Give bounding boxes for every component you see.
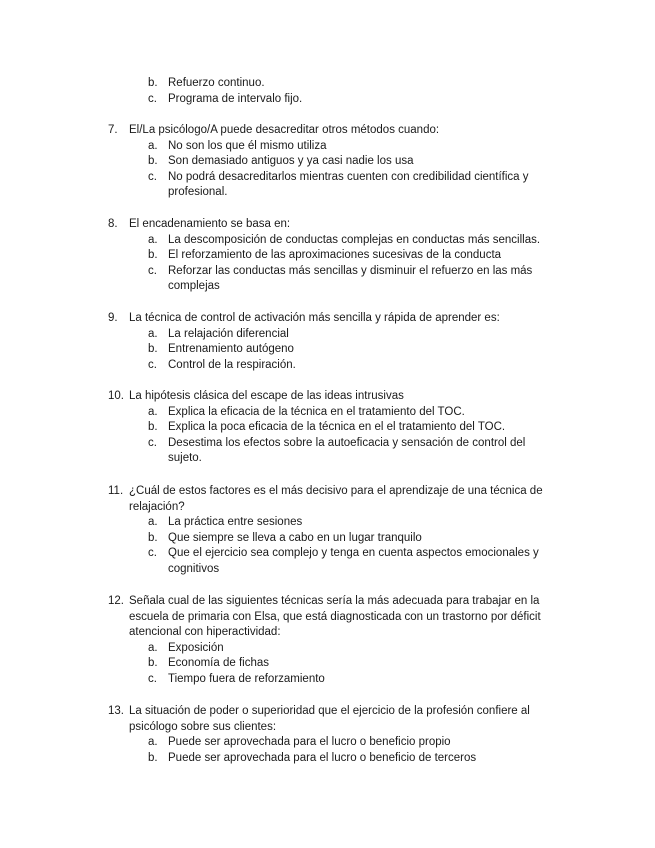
option-letter: a. bbox=[148, 139, 158, 152]
question-text: La hipótesis clásica del escape de las ideas intrusivas bbox=[129, 390, 404, 402]
option-text: Puede ser aprovechada para el lucro o beneficio propio bbox=[168, 736, 451, 748]
option-letter: b. bbox=[148, 421, 158, 433]
option-c bbox=[0, 546, 655, 577]
option-letter: a. bbox=[148, 641, 158, 654]
option-text: El reforzamiento de las aproximaciones sucesivas de la conducta bbox=[168, 249, 502, 261]
option-c bbox=[0, 264, 655, 295]
question-text-continued: relajación? bbox=[129, 500, 185, 513]
option-letter: c. bbox=[148, 170, 157, 183]
option-letter: c. bbox=[148, 92, 157, 105]
option-text: Desestima los efectos sobre la autoeficacia y sensación de control del sujeto. bbox=[168, 436, 526, 464]
option-text: Explica la poca eficacia de la técnica en el el tratamiento del TOC. bbox=[168, 421, 506, 433]
question-number: 13. bbox=[108, 705, 124, 717]
option-text: Control de la respiración. bbox=[168, 358, 296, 371]
option-letter: b. bbox=[148, 751, 158, 764]
option-text: La descomposición de conductas complejas en conductas más sencillas. bbox=[168, 233, 541, 246]
option-text: La relajación diferencial bbox=[168, 327, 289, 340]
option-letter: b. bbox=[148, 531, 158, 544]
option-b bbox=[0, 420, 655, 436]
option-letter: b. bbox=[148, 657, 158, 669]
option-text: Reforzar las conductas más sencillas y disminuir el refuerzo en las más complejas bbox=[168, 264, 533, 292]
question-text: La técnica de control de activación más sencilla y rápida de aprender es: bbox=[129, 312, 500, 324]
option-letter: c. bbox=[148, 672, 157, 685]
option-b bbox=[0, 342, 655, 358]
option-text: La práctica entre sesiones bbox=[168, 516, 303, 528]
option-b bbox=[0, 248, 655, 264]
option-letter: c. bbox=[148, 547, 157, 559]
option-a bbox=[0, 233, 655, 249]
option-letter: b. bbox=[148, 77, 158, 89]
option-text: No son los que él mismo utiliza bbox=[168, 139, 327, 152]
option-a bbox=[0, 405, 655, 421]
question-text: El/La psicólogo/A puede desacreditar otros métodos cuando: bbox=[129, 124, 440, 136]
question-text: La situación de poder o superioridad que el ejercicio de la profesión confiere al bbox=[129, 705, 530, 717]
option-letter: a. bbox=[148, 327, 158, 340]
option-c bbox=[0, 170, 655, 201]
option-letter: c. bbox=[148, 264, 157, 277]
option-c bbox=[0, 436, 655, 467]
option-text: Exposición bbox=[168, 641, 224, 654]
question-text-continued: psicólogo sobre sus clientes: bbox=[129, 720, 277, 733]
option-b bbox=[0, 76, 655, 92]
option-b bbox=[0, 751, 655, 767]
option-b bbox=[0, 531, 655, 547]
option-b bbox=[0, 154, 655, 170]
option-letter: a. bbox=[148, 516, 158, 528]
question-10 bbox=[0, 389, 655, 467]
question-text: ¿Cuál de estos factores es el más decisivo para el aprendizaje de una técnica de bbox=[129, 485, 543, 497]
option-c bbox=[0, 672, 655, 688]
option-text: Que el ejercicio sea complejo y tenga en cuenta aspectos emocionales y cognitivos bbox=[168, 547, 539, 575]
option-text: Explica la eficacia de la técnica en el tratamiento del TOC. bbox=[168, 405, 465, 418]
question-11 bbox=[0, 484, 655, 577]
option-c bbox=[0, 358, 655, 374]
question-number: 12. bbox=[108, 595, 124, 607]
question-number: 8. bbox=[108, 218, 118, 230]
question-number: 9. bbox=[108, 312, 118, 324]
question-6-continuation bbox=[0, 76, 655, 107]
option-letter: b. bbox=[148, 249, 158, 261]
option-letter: a. bbox=[148, 233, 158, 246]
option-b bbox=[0, 656, 655, 672]
option-a bbox=[0, 515, 655, 531]
question-9 bbox=[0, 311, 655, 373]
question-7 bbox=[0, 123, 655, 201]
option-text: Que siempre se lleva a cabo en un lugar tranquilo bbox=[168, 531, 422, 544]
question-13 bbox=[0, 704, 655, 766]
question-text: El encadenamiento se basa en: bbox=[129, 218, 291, 230]
option-a bbox=[0, 139, 655, 155]
option-text: Entrenamiento autógeno bbox=[168, 343, 294, 355]
option-letter: b. bbox=[148, 343, 158, 355]
question-8 bbox=[0, 217, 655, 295]
option-text: Programa de intervalo fijo. bbox=[168, 92, 303, 105]
option-text: Tiempo fuera de reforzamiento bbox=[168, 672, 325, 685]
question-text-continued: atencional con hiperactividad: bbox=[129, 626, 281, 638]
question-12 bbox=[0, 594, 655, 687]
question-text-continued: escuela de primaria con Elsa, que está diagnosticada con un trastorno por déficit bbox=[129, 610, 541, 623]
question-number: 7. bbox=[108, 124, 118, 136]
option-letter: a. bbox=[148, 405, 158, 418]
option-a bbox=[0, 735, 655, 751]
option-a bbox=[0, 641, 655, 657]
question-number: 10. bbox=[108, 390, 124, 402]
option-text: Economía de fichas bbox=[168, 657, 270, 669]
option-letter: a. bbox=[148, 736, 158, 748]
option-text: Son demasiado antiguos y ya casi nadie los usa bbox=[168, 155, 414, 167]
option-letter: c. bbox=[148, 436, 157, 449]
option-text: No podrá desacreditarlos mientras cuenten con credibilidad científica y profesional. bbox=[168, 170, 529, 198]
option-text: Puede ser aprovechada para el lucro o beneficio de terceros bbox=[168, 751, 477, 764]
question-text: Señala cual de las siguientes técnicas sería la más adecuada para trabajar en la bbox=[129, 595, 540, 607]
option-text: Refuerzo continuo. bbox=[168, 77, 265, 89]
option-letter: b. bbox=[148, 155, 158, 167]
option-a bbox=[0, 327, 655, 343]
question-number: 11. bbox=[108, 485, 124, 497]
option-c bbox=[0, 92, 655, 108]
option-letter: c. bbox=[148, 358, 157, 371]
